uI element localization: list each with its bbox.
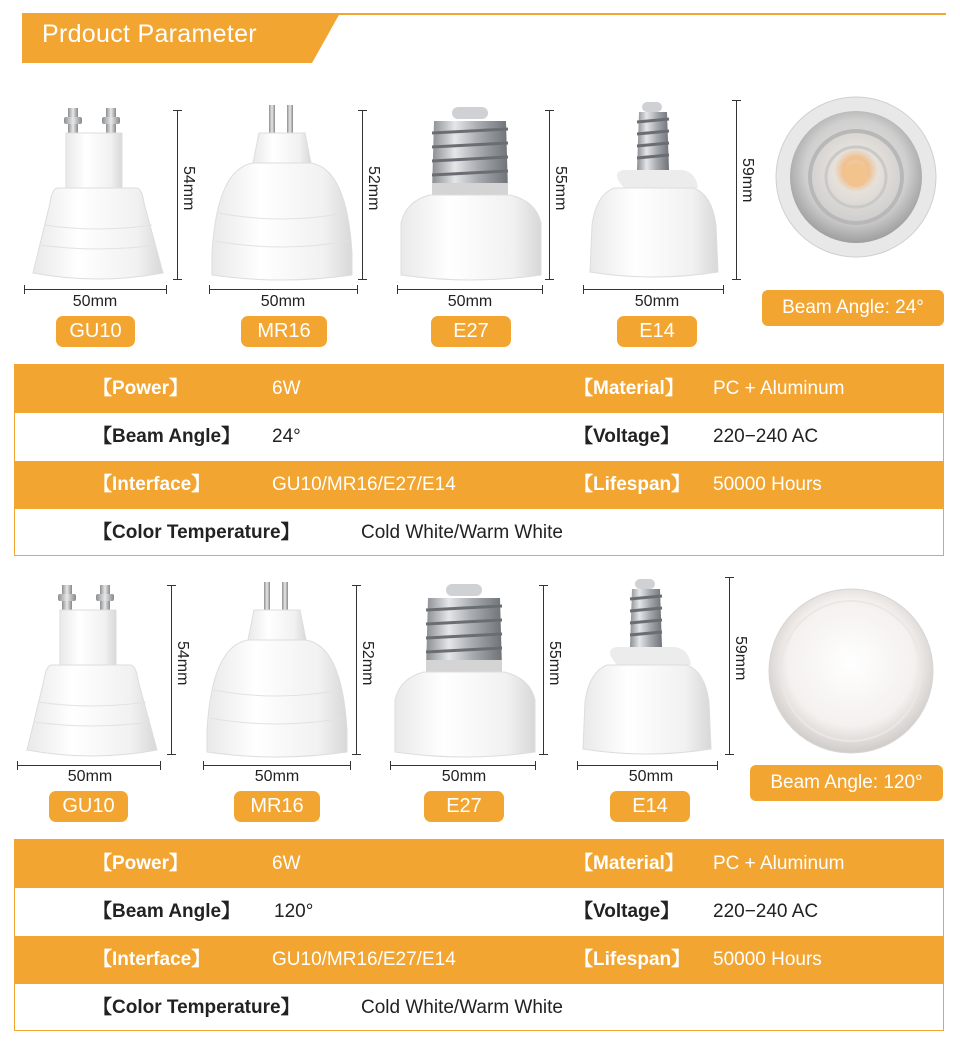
base-type-badge: E14 (617, 316, 697, 347)
height-dimension-line (729, 577, 730, 755)
spec-row (15, 365, 943, 413)
spec-value: 6W (272, 853, 301, 874)
base-type-badge: E27 (431, 316, 511, 347)
spec-value: 50000 Hours (713, 949, 822, 970)
spec-value: 24° (272, 426, 301, 447)
spec-key: 【Material】 (574, 378, 684, 399)
spec-row (15, 509, 943, 557)
width-dimension-line (390, 765, 536, 766)
spec-value: 6W (272, 378, 301, 399)
width-label: 50mm (72, 293, 118, 310)
width-dimension-line (17, 765, 161, 766)
spec-key: 【Voltage】 (574, 901, 680, 922)
height-dimension-line (543, 585, 544, 755)
spec-value: 220−240 AC (713, 426, 819, 447)
e14-bulb-icon (577, 577, 717, 760)
page-title: Prdouct Parameter (42, 20, 257, 48)
spec-key: 【Beam Angle】 (93, 426, 241, 447)
diffuser-front-icon (766, 586, 936, 756)
width-label: 50mm (628, 768, 674, 785)
width-dimension-line (209, 289, 358, 290)
mr16-bulb-icon (207, 103, 357, 283)
spec-key: 【Lifespan】 (574, 949, 691, 970)
spec-value: 50000 Hours (713, 474, 822, 495)
width-label: 50mm (447, 293, 493, 310)
width-label: 50mm (260, 293, 306, 310)
width-label: 50mm (254, 768, 300, 785)
height-label: 59mm (739, 158, 756, 203)
width-dimension-line (397, 289, 543, 290)
spec-value: GU10/MR16/E27/E14 (272, 949, 456, 970)
spec-row (15, 888, 943, 936)
spec-key: 【Material】 (574, 853, 684, 874)
e27-bulb-icon (396, 103, 546, 283)
spec-table (14, 839, 944, 1031)
spec-row (15, 413, 943, 461)
height-label: 55mm (552, 166, 569, 211)
width-label: 50mm (67, 768, 113, 785)
height-label: 59mm (732, 636, 749, 681)
base-type-badge: MR16 (241, 316, 327, 347)
beam-angle-badge: Beam Angle: 120° (750, 765, 943, 801)
base-type-badge: MR16 (234, 791, 320, 822)
spec-key: 【Voltage】 (574, 426, 680, 447)
spec-value: Cold White/Warm White (361, 522, 563, 543)
height-label: 55mm (546, 641, 563, 686)
height-dimension-line (736, 100, 737, 280)
e14-bulb-icon (584, 100, 724, 283)
height-label: 54mm (174, 641, 191, 686)
base-type-badge: E14 (610, 791, 690, 822)
width-label: 50mm (441, 768, 487, 785)
spec-key: 【Color Temperature】 (93, 522, 300, 543)
width-dimension-line (203, 765, 351, 766)
spec-key: 【Lifespan】 (574, 474, 691, 495)
beam-angle-badge: Beam Angle: 24° (762, 290, 944, 326)
spec-value: Cold White/Warm White (361, 997, 563, 1018)
height-label: 54mm (180, 166, 197, 211)
spec-key: 【Beam Angle】 (93, 901, 241, 922)
spec-key: 【Power】 (93, 853, 189, 874)
spec-value: 120° (274, 901, 314, 922)
width-dimension-line (577, 765, 718, 766)
spec-row (15, 840, 943, 888)
spec-key: 【Power】 (93, 378, 189, 399)
width-dimension-line (24, 289, 167, 290)
height-dimension-line (549, 110, 550, 280)
gu10-bulb-icon (28, 103, 168, 283)
spec-value: PC + Aluminum (713, 378, 845, 399)
height-label: 52mm (365, 166, 382, 211)
spec-row (15, 936, 943, 984)
height-dimension-line (362, 110, 363, 280)
spec-key: 【Interface】 (93, 474, 211, 495)
height-dimension-line (356, 585, 357, 755)
base-type-badge: GU10 (49, 791, 128, 822)
spec-value: PC + Aluminum (713, 853, 845, 874)
base-type-badge: E27 (424, 791, 504, 822)
spec-row (15, 984, 943, 1032)
height-dimension-line (171, 585, 172, 755)
lens-front-icon (774, 95, 939, 260)
header-divider (326, 13, 946, 15)
gu10-bulb-icon (22, 580, 162, 760)
height-label: 52mm (359, 641, 376, 686)
spec-row (15, 461, 943, 509)
mr16-bulb-icon (202, 580, 352, 760)
spec-value: 220−240 AC (713, 901, 819, 922)
height-dimension-line (177, 110, 178, 280)
spec-key: 【Interface】 (93, 949, 211, 970)
base-type-badge: GU10 (56, 316, 135, 347)
spec-table (14, 364, 944, 556)
e27-bulb-icon (390, 580, 540, 760)
width-dimension-line (583, 289, 724, 290)
width-label: 50mm (634, 293, 680, 310)
spec-value: GU10/MR16/E27/E14 (272, 474, 456, 495)
spec-key: 【Color Temperature】 (93, 997, 300, 1018)
